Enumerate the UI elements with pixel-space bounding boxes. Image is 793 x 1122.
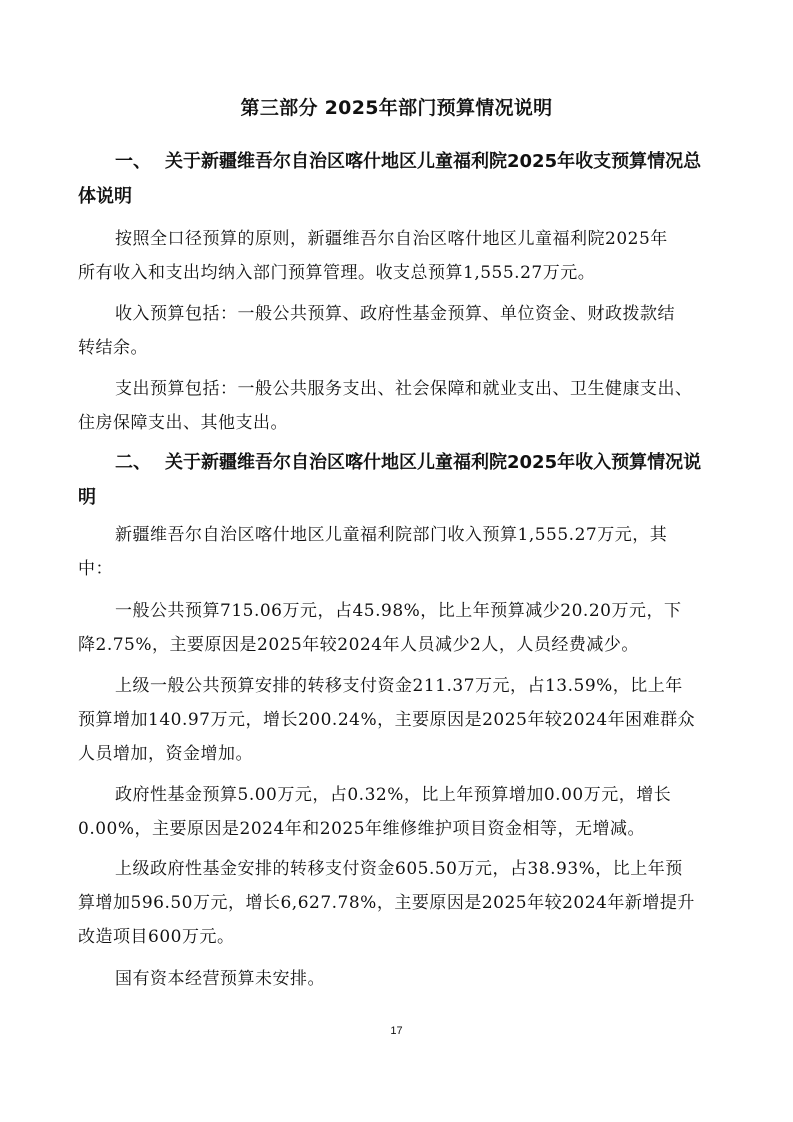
text-line: 一般公共预算715.06万元，占45.98%，比上年预算减少20.20万元，下: [115, 601, 682, 621]
section-heading-1: [78, 145, 718, 179]
text-line: 政府性基金预算5.00万元，占0.32%，比上年预算增加0.00万元，增长: [115, 785, 672, 805]
paragraph: [78, 518, 718, 586]
section-title-line: 关于新疆维吾尔自治区喀什地区儿童福利院2025年收支预算情况总: [165, 151, 702, 172]
text-line: 中：: [78, 559, 113, 579]
paragraph: [78, 962, 718, 996]
text-line: 国有资本经营预算未安排。: [115, 969, 325, 989]
text-line: 收入预算包括：一般公共预算、政府性基金预算、单位资金、财政拨款结: [115, 304, 675, 324]
text-line: 上级一般公共预算安排的转移支付资金211.37万元，占13.59%，比上年: [115, 676, 683, 696]
page-number: 17: [390, 1025, 403, 1037]
paragraph: [78, 669, 718, 771]
section-title-line: 体说明: [78, 186, 132, 207]
section-title-line: 明: [78, 487, 96, 508]
text-line: 新疆维吾尔自治区喀什地区儿童福利院部门收入预算1,555.27万元，其: [115, 525, 668, 545]
section-title-line: 关于新疆维吾尔自治区喀什地区儿童福利院2025年收入预算情况说: [165, 452, 702, 473]
text-line: 所有收入和支出均纳入部门预算管理。收支总预算1,555.27万元。: [78, 263, 596, 283]
paragraph: [78, 297, 718, 365]
text-line: 上级政府性基金安排的转移支付资金605.50万元，占38.93%，比上年预: [115, 859, 683, 879]
text-line: 预算增加140.97万元，增长200.24%，主要原因是2025年较2024年困难群众: [78, 710, 696, 730]
text-line: 降2.75%，主要原因是2025年较2024年人员减少2人，人员经费减少。: [78, 635, 639, 655]
section-heading-2: [78, 446, 718, 480]
text-line: 算增加596.50万元，增长6,627.78%，主要原因是2025年较2024年新增提升: [78, 893, 695, 913]
section-heading-2-cont: [78, 481, 718, 515]
paragraph: [78, 222, 718, 290]
paragraph: [78, 852, 718, 954]
text-line: 住房保障支出、其他支出。: [78, 413, 288, 433]
text-line: 0.00%，主要原因是2024年和2025年维修维护项目资金相等，无增减。: [78, 819, 646, 839]
page-title: 第三部分 2025年部门预算情况说明: [240, 97, 553, 119]
text-line: 支出预算包括：一般公共服务支出、社会保障和就业支出、卫生健康支出、: [115, 379, 693, 399]
section-number: 二、: [115, 452, 151, 473]
text-line: 改造项目600万元。: [78, 927, 235, 947]
text-line: 转结余。: [78, 338, 148, 358]
paragraph: [78, 372, 718, 440]
paragraph: [78, 778, 718, 846]
section-heading-1-cont: [78, 180, 718, 214]
section-number: 一、: [115, 151, 151, 172]
text-line: 人员增加，资金增加。: [78, 744, 253, 764]
text-line: 按照全口径预算的原则，新疆维吾尔自治区喀什地区儿童福利院2025年: [115, 229, 668, 249]
paragraph: [78, 594, 718, 662]
